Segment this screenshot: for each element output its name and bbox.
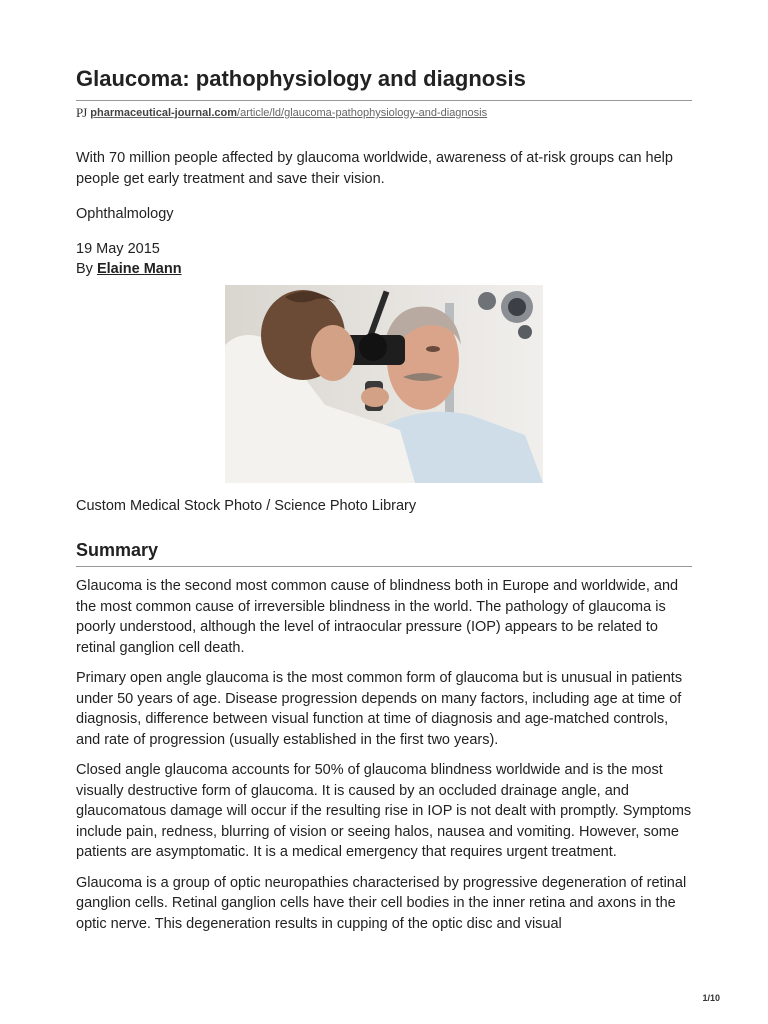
publish-date: 19 May 2015 — [76, 240, 160, 257]
pj-logo-icon: PJ — [76, 105, 87, 120]
article-page — [76, 64, 692, 934]
byline-prefix: By — [76, 261, 93, 277]
summary-heading: Summary — [76, 538, 692, 567]
page-number: 1/10 — [702, 993, 720, 1003]
author-link[interactable]: Elaine Mann — [96, 261, 182, 277]
source-line — [76, 106, 692, 120]
source-domain: pharmaceutical-journal.com — [90, 107, 238, 119]
standfirst: With 70 million people affected by glaucoma worldwide, awareness of at-risk groups can help people get early treatment and save their vision. — [76, 150, 673, 187]
summary-paragraph: Glaucoma is the second most common cause of blindness both in Europe and worldwide, and the most common cause of irreversible blindness in the world. The pathology of glaucoma is poorly understood, although the level of intraocular pressure (IOP) appears to be related to retinal ganglion cell death. — [76, 578, 679, 656]
category-label: Ophthalmology — [76, 206, 174, 222]
summary-paragraph: Glaucoma is a group of optic neuropathies characterised by progressive degeneration of retinal ganglion cells. Retinal ganglion cells have their cell bodies in the inner retina and axons in the optic nerve. This degeneration results in cupping of the optic disc and visual — [76, 874, 687, 932]
source-path: /article/ld/glaucoma-pathophysiology-and-diagnosis — [237, 107, 488, 119]
article-title: Glaucoma: pathophysiology and diagnosis — [76, 64, 692, 101]
summary-paragraph: Closed angle glaucoma accounts for 50% of glaucoma blindness worldwide and is the most visually destructive form of glaucoma. It is caused by an occluded drainage angle, and glaucomatous damage will occur if the resulting rise in IOP is not dealt with promptly. Symptoms include pain, redness, blurring of vision or seeing halos, nausea and vomiting. However, some patients are asymptomatic. It is a medical emergency that requires urgent treatment. — [76, 762, 692, 860]
article-photo — [225, 285, 543, 483]
source-url-link[interactable] — [90, 107, 487, 119]
byline — [76, 259, 692, 280]
eye-exam-illustration — [225, 285, 543, 483]
summary-paragraph: Primary open angle glaucoma is the most common form of glaucoma but is unusual in patients under 50 years of age. Disease progression depends on many factors, including age at time of diagnosis, difference between visual function at time of diagnosis and age-matched controls, and rate of progression (usually established in the first two years). — [76, 670, 683, 748]
image-caption: Custom Medical Stock Photo / Science Photo Library — [76, 497, 417, 514]
